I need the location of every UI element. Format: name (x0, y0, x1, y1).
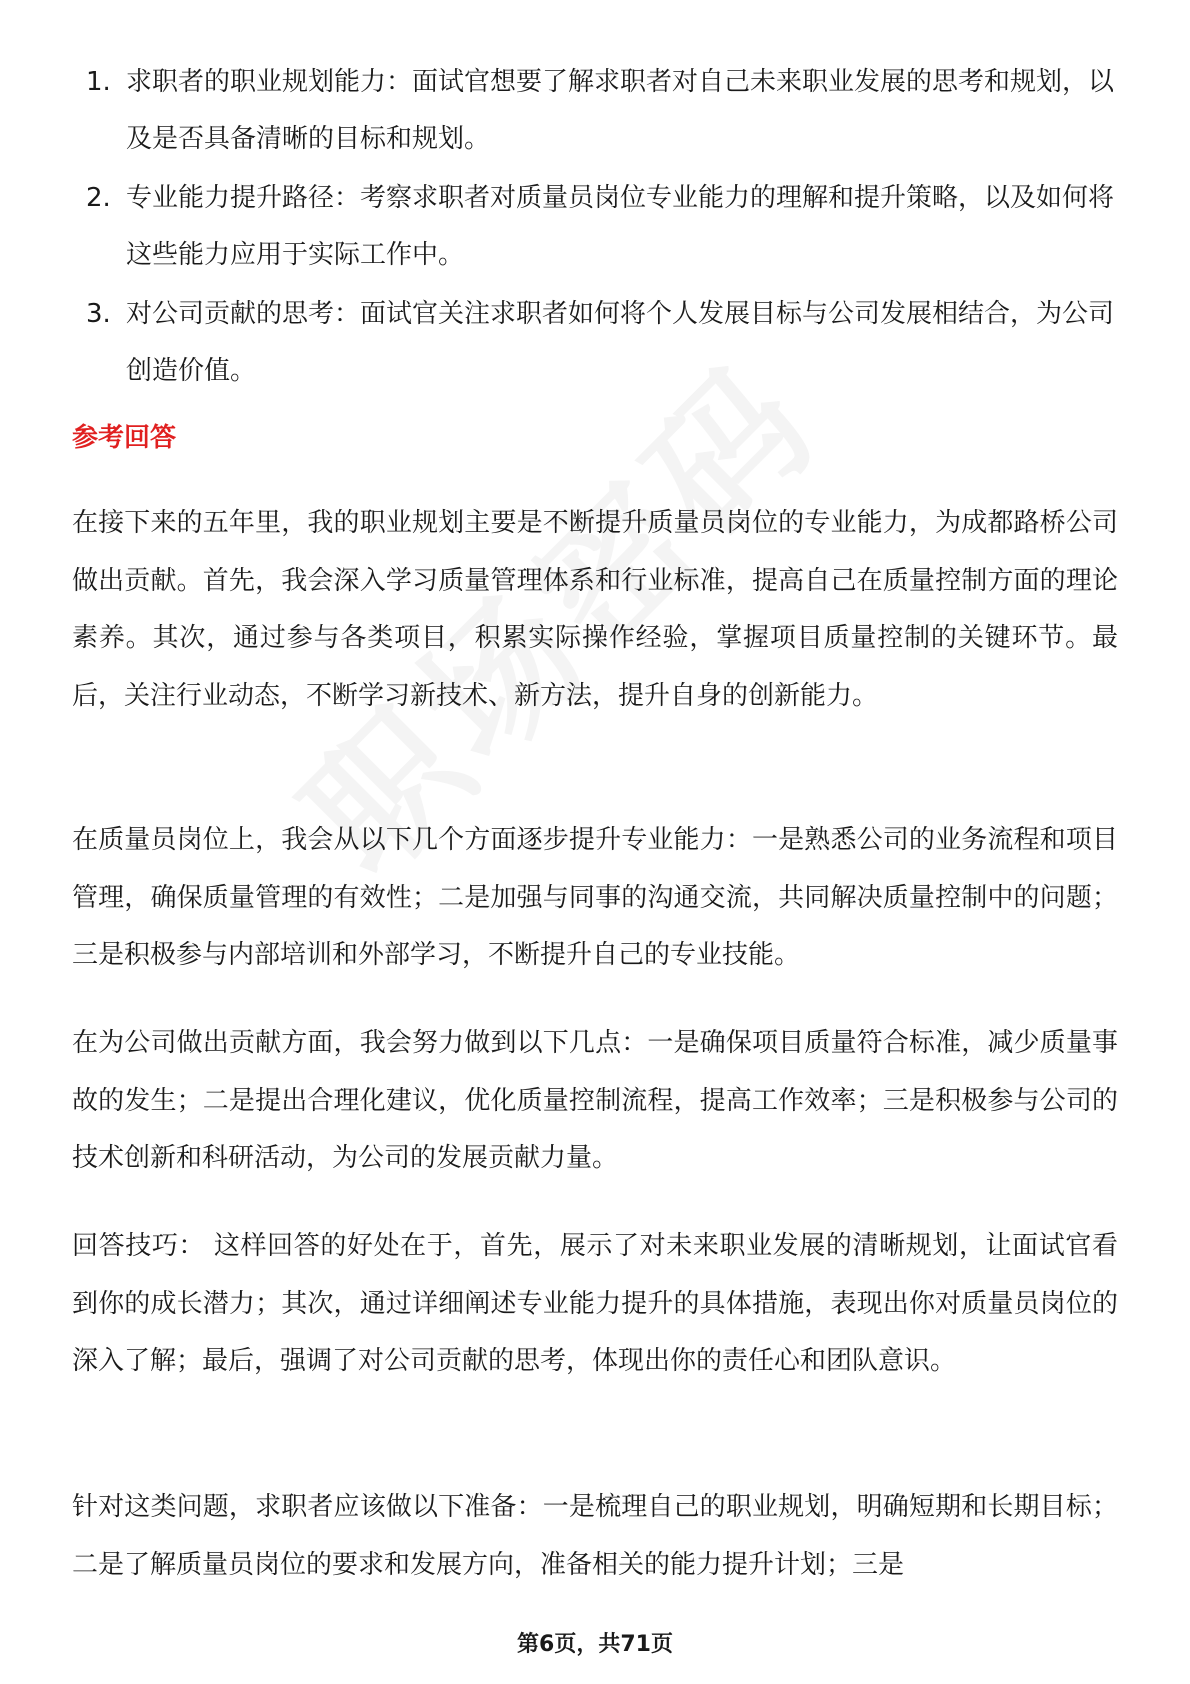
criteria-list (72, 54, 1122, 402)
paragraph: 在为公司做出贡献方面，我会努力做到以下几点：一是确保项目质量符合标准，减少质量事故的发生；二是提出合理化建议，优化质量控制流程，提高工作效率；三是积极参与公司的技术创新和科研活动，为公司的发展贡献力量。 (72, 1028, 1118, 1173)
paragraph: 针对这类问题，求职者应该做以下准备：一是梳理自己的职业规划，明确短期和长期目标；二是了解质量员岗位的要求和发展方向，准备相关的能力提升计划；三是 (72, 1492, 1118, 1580)
list-item (72, 170, 1122, 284)
paragraph: 在接下来的五年里，我的职业规划主要是不断提升质量员岗位的专业能力，为成都路桥公司做出贡献。首先，我会深入学习质量管理体系和行业标准，提高自己在质量控制方面的理论素养。其次，通过参与各类项目，积累实际操作经验，掌握项目质量控制的关键环节。最后，关注行业动态，不断学习新技术、新方法，提升自身的创新能力。 (72, 508, 1118, 711)
list-number: 1. (86, 67, 111, 97)
list-item (72, 54, 1122, 168)
paragraph: 在质量员岗位上，我会从以下几个方面逐步提升专业能力：一是熟悉公司的业务流程和项目管理，确保质量管理的有效性；二是加强与同事的沟通交流，共同解决质量控制中的问题；三是积极参与内部培训和外部学习，不断提升自己的专业技能。 (72, 825, 1118, 970)
list-text: 专业能力提升路径：考察求职者对质量员岗位专业能力的理解和提升策略，以及如何将这些能力应用于实际工作中。 (126, 183, 1115, 270)
list-text: 求职者的职业规划能力：面试官想要了解求职者对自己未来职业发展的思考和规划，以及是否具备清晰的目标和规划。 (126, 67, 1115, 154)
list-text: 对公司贡献的思考：面试官关注求职者如何将个人发展目标与公司发展相结合，为公司创造价值。 (126, 299, 1115, 386)
paragraph: 回答技巧： 这样回答的好处在于，首先，展示了对未来职业发展的清晰规划，让面试官看到你的成长潜力；其次，通过详细阐述专业能力提升的具体措施，表现出你对质量员岗位的深入了解；最后，强调了对公司贡献的思考，体现出你的责任心和团队意识。 (72, 1231, 1118, 1376)
list-item (72, 286, 1122, 400)
page-footer: 第6页，共71页 (517, 1632, 673, 1657)
list-number: 2. (86, 183, 111, 213)
section-heading: 参考回答 (72, 423, 177, 453)
list-number: 3. (86, 299, 111, 329)
